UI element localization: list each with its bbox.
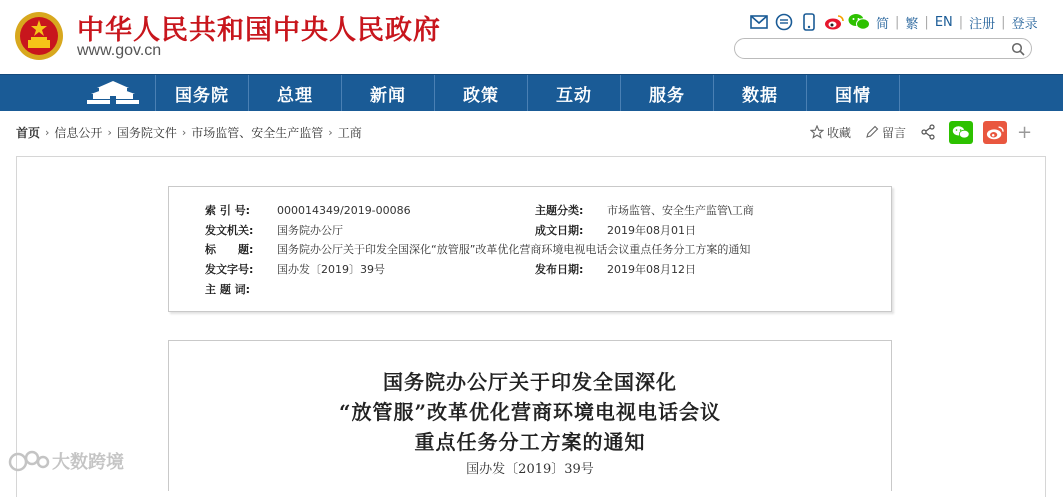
meta-issuer-value: 国务院办公厅 [277,224,343,237]
star-icon [810,125,824,139]
comment-button[interactable] [865,124,906,141]
nav-home-tiananmen-icon[interactable] [70,75,156,111]
favorite-button[interactable] [810,124,851,141]
chevron-right-icon: › [181,126,187,139]
share-button[interactable] [920,124,939,140]
breadcrumb-info-disclosure[interactable]: 信息公开 [54,126,103,140]
nav-interaction[interactable]: 互动 [528,75,621,111]
search-icon[interactable] [1011,42,1025,56]
meta-title-value: 国务院办公厅关于印发全国深化“放管服”改革优化营商环境电视电话会议重点任务分工方案的通知 [277,243,751,256]
nav-state-council[interactable]: 国务院 [156,75,249,111]
meta-published-row [535,262,696,278]
meta-keywords-label: 主 题 词: [205,283,251,296]
meta-published-value: 2019年08月12日 [607,263,696,276]
document-body [168,340,892,491]
document-title [169,367,891,457]
meta-title-label: 标 题: [205,243,254,256]
watermark [8,446,124,476]
nav-national-conditions[interactable]: 国情 [807,75,900,111]
site-header [0,0,1063,74]
message-icon[interactable] [773,12,795,32]
login-link[interactable]: 登录 [1011,16,1038,32]
english-link[interactable]: EN [934,14,953,30]
pencil-icon [865,125,879,139]
nav-policy[interactable]: 政策 [435,75,528,111]
chevron-right-icon: › [107,126,112,139]
meta-title-row [205,242,750,258]
nav-premier[interactable]: 总理 [249,75,342,111]
document-title-line: 重点任务分工方案的通知 [414,430,646,454]
meta-index-row [205,203,411,219]
site-title[interactable]: 中华人民共和国中央人民政府 [77,15,441,46]
meta-topic-value: 市场监管、安全生产监管\工商 [607,204,754,217]
weibo-icon[interactable] [823,12,845,32]
share-wechat-icon[interactable] [949,121,973,144]
meta-docno-row [205,262,385,278]
document-metadata-table [168,186,892,312]
meta-published-label: 发布日期: [535,263,584,276]
more-button[interactable] [1017,122,1032,143]
breadcrumb-commerce[interactable]: 工商 [337,126,362,140]
meta-keywords-row [205,282,277,298]
mail-icon[interactable] [748,12,770,32]
breadcrumb-state-council-docs[interactable]: 国务院文件 [116,126,177,140]
mobile-icon[interactable] [798,12,820,32]
share-weibo-icon[interactable] [983,121,1007,144]
document-title-line: 国务院办公厅关于印发全国深化 [383,370,677,394]
meta-topic-label: 主题分类: [535,204,584,217]
divider: | [924,14,929,30]
article-tools [810,120,1032,144]
register-link[interactable]: 注册 [969,16,996,32]
nav-data[interactable]: 数据 [714,75,807,111]
main-nav [0,74,1063,111]
search-input[interactable] [745,41,1009,58]
meta-index-value: 000014349/2019-00086 [277,204,411,217]
meta-issuer-row [205,223,343,239]
document-title-line: “放管服”改革优化营商环境电视电话会议 [338,400,721,424]
meta-index-label: 索 引 号: [205,204,251,217]
chevron-right-icon: › [328,126,333,139]
divider: | [895,14,900,30]
document-number: 国办发〔2019〕39号 [466,462,594,477]
watermark-logo-icon [8,448,52,474]
comment-label: 留言 [882,125,907,140]
share-icons [748,12,873,32]
meta-issuer-label: 发文机关: [205,224,254,237]
meta-created-row [535,223,696,239]
meta-created-value: 2019年08月01日 [607,224,696,237]
breadcrumb [16,124,362,141]
watermark-text: 大数跨境 [52,452,124,473]
national-emblem-icon[interactable] [14,10,64,62]
traditional-chinese-link[interactable]: 繁 [905,16,919,32]
divider: | [1001,14,1006,30]
meta-topic-row [535,203,754,219]
site-url[interactable]: www.gov.cn [77,42,162,59]
share-icon [920,124,936,140]
nav-services[interactable]: 服务 [621,75,714,111]
breadcrumb-market-regulation[interactable]: 市场监管、安全生产监管 [191,126,324,140]
search-box [734,38,1032,59]
meta-docno-value: 国办发〔2019〕39号 [277,263,385,276]
wechat-icon[interactable] [848,12,870,32]
breadcrumb-home[interactable]: 首页 [16,126,41,140]
meta-docno-label: 发文字号: [205,263,254,276]
plus-icon: + [1017,121,1033,143]
chevron-right-icon: › [45,126,50,139]
favorite-label: 收藏 [827,125,852,140]
meta-created-label: 成文日期: [535,224,584,237]
divider: | [958,14,964,30]
nav-news[interactable]: 新闻 [342,75,435,111]
language-links [876,12,1038,32]
simplified-chinese-link[interactable]: 简 [876,16,890,32]
